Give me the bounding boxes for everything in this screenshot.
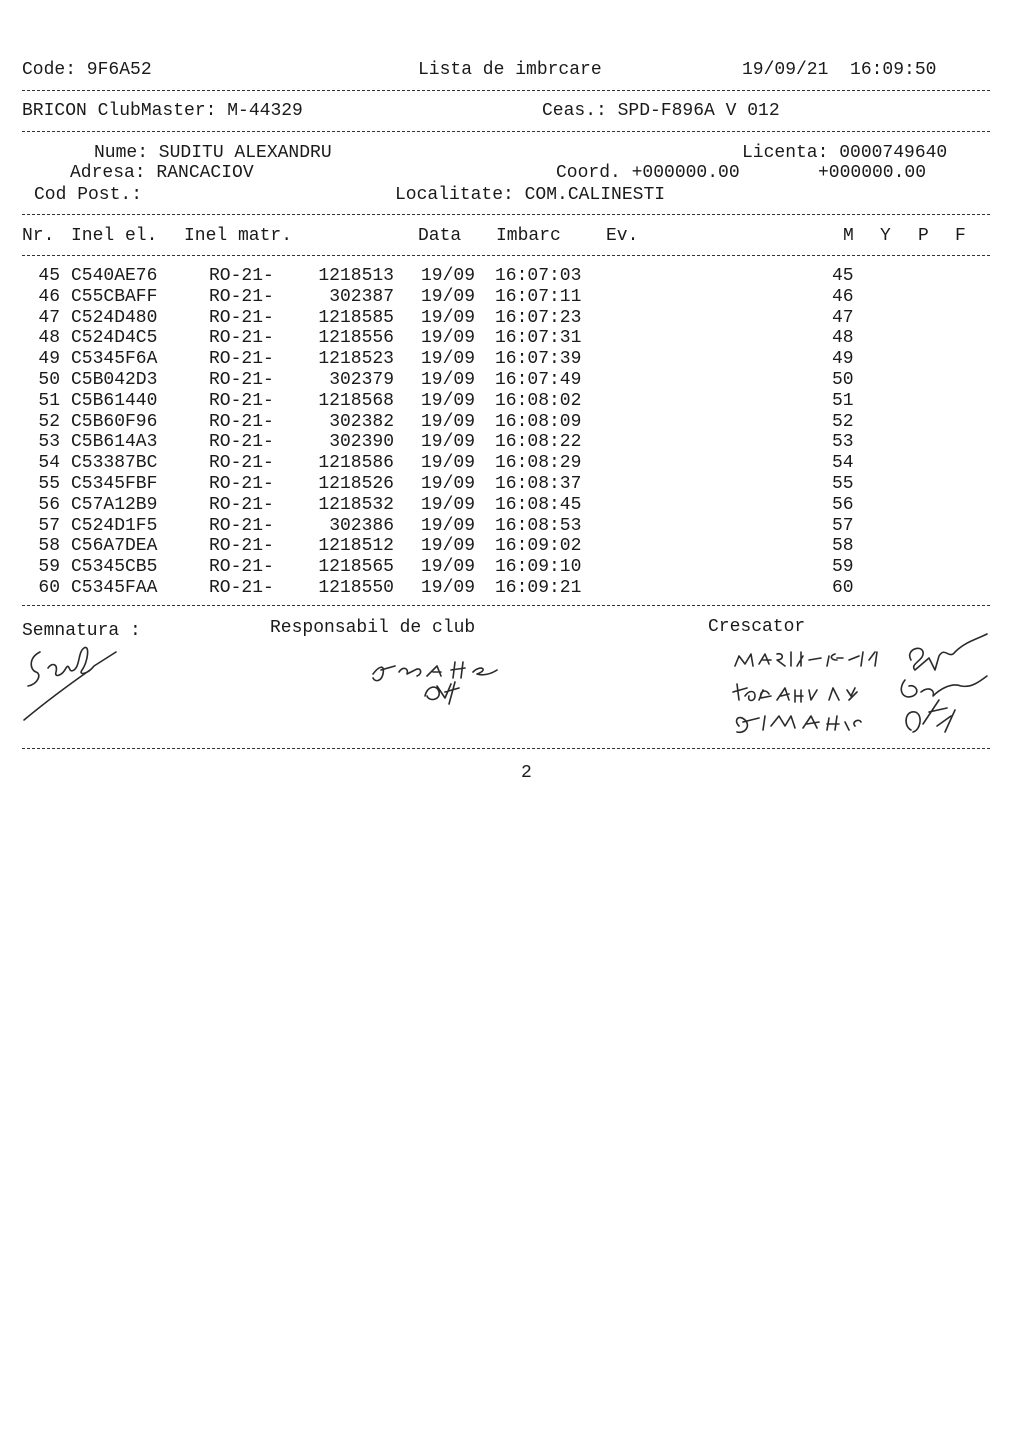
ceas-label: Ceas.: SPD-F896A V 012 <box>542 101 780 121</box>
col-header-inel-el: Inel el. <box>71 226 158 246</box>
row-nr: 60 <box>38 578 60 598</box>
col-header-m: M <box>843 226 854 246</box>
row-date: 19/09 <box>421 370 476 390</box>
row-nr: 57 <box>38 515 60 536</box>
row-date: 19/09 <box>421 390 476 411</box>
row-ring-number: 302382 <box>329 411 394 432</box>
row-date: 19/09 <box>421 557 476 578</box>
col-header-ev: Ev. <box>606 226 639 246</box>
breeder-signatures-icon <box>725 630 995 745</box>
row-time: 16:07:03 <box>495 266 582 286</box>
owner-address: Adresa: RANCACIOV <box>70 163 254 183</box>
row-nr: 58 <box>38 536 60 557</box>
row-time: 16:08:37 <box>495 474 582 494</box>
col-header-data: Data <box>418 226 462 246</box>
row-ring-number: 1218585 <box>318 307 394 328</box>
row-date: 19/09 <box>421 266 476 286</box>
row-ring-prefix: RO-21- <box>209 390 274 411</box>
row-electronic-ring: C56A7DEA <box>71 536 158 557</box>
row-ring-number: 302387 <box>329 286 394 307</box>
col-header-nr: Nr. <box>22 226 55 246</box>
header-datetime: 19/09/21 16:09:50 <box>742 60 937 80</box>
row-electronic-ring: C5B60F96 <box>71 411 158 432</box>
row-ring-prefix: RO-21- <box>209 307 274 328</box>
divider <box>22 214 990 215</box>
row-ring-prefix: RO-21- <box>209 494 274 515</box>
row-date: 19/09 <box>421 432 476 453</box>
row-electronic-ring: C5345FBF <box>71 474 158 494</box>
row-ring-prefix: RO-21- <box>209 266 274 286</box>
row-ring-number: 302386 <box>329 515 394 536</box>
row-nr: 48 <box>38 328 60 349</box>
row-ring-number: 302379 <box>329 370 394 390</box>
row-nr: 45 <box>38 266 60 286</box>
document-title: Lista de imbrcare <box>418 60 602 80</box>
row-nr: 46 <box>38 286 60 307</box>
row-electronic-ring: C53387BC <box>71 453 158 474</box>
row-date: 19/09 <box>421 411 476 432</box>
row-position: 46 <box>832 286 854 307</box>
row-ring-number: 302390 <box>329 432 394 453</box>
row-ring-number: 1218523 <box>318 349 394 370</box>
divider <box>22 605 990 606</box>
row-position: 45 <box>832 266 854 286</box>
row-nr: 59 <box>38 557 60 578</box>
coordinates-lon: +000000.00 <box>818 163 927 183</box>
row-time: 16:09:10 <box>495 557 582 578</box>
row-electronic-ring: C524D480 <box>71 307 158 328</box>
row-position: 54 <box>832 453 854 474</box>
row-electronic-ring: C5345FAA <box>71 578 158 598</box>
row-date: 19/09 <box>421 349 476 370</box>
col-header-inel-matr: Inel matr. <box>184 226 293 246</box>
signature-label: Semnatura : <box>22 621 141 641</box>
row-time: 16:09:21 <box>495 578 582 598</box>
club-responsible-signature-icon <box>365 652 505 712</box>
locality: Localitate: COM.CALINESTI <box>395 185 666 205</box>
row-nr: 55 <box>38 474 60 494</box>
row-nr: 50 <box>38 370 60 390</box>
row-electronic-ring: C5B61440 <box>71 390 158 411</box>
row-ring-number: 1218556 <box>318 328 394 349</box>
row-electronic-ring: C5345F6A <box>71 349 158 370</box>
row-nr: 51 <box>38 390 60 411</box>
row-nr: 49 <box>38 349 60 370</box>
row-position: 60 <box>832 578 854 598</box>
col-header-imbarc: Imbarc <box>496 226 561 246</box>
row-electronic-ring: C5345CB5 <box>71 557 158 578</box>
row-date: 19/09 <box>421 578 476 598</box>
code-label: Code: 9F6A52 <box>22 60 152 80</box>
row-time: 16:08:09 <box>495 411 582 432</box>
row-electronic-ring: C5B614A3 <box>71 432 158 453</box>
row-date: 19/09 <box>421 328 476 349</box>
row-ring-number: 1218550 <box>318 578 394 598</box>
row-position: 53 <box>832 432 854 453</box>
row-ring-number: 1218586 <box>318 453 394 474</box>
row-time: 16:08:53 <box>495 515 582 536</box>
page-number: 2 <box>521 763 532 783</box>
row-ring-prefix: RO-21- <box>209 411 274 432</box>
row-ring-number: 1218565 <box>318 557 394 578</box>
row-time: 16:08:29 <box>495 453 582 474</box>
row-ring-prefix: RO-21- <box>209 453 274 474</box>
row-time: 16:07:49 <box>495 370 582 390</box>
row-time: 16:08:45 <box>495 494 582 515</box>
row-date: 19/09 <box>421 474 476 494</box>
divider <box>22 131 990 132</box>
row-ring-number: 1218526 <box>318 474 394 494</box>
row-nr: 54 <box>38 453 60 474</box>
row-position: 57 <box>832 515 854 536</box>
row-ring-number: 1218512 <box>318 536 394 557</box>
row-date: 19/09 <box>421 536 476 557</box>
club-responsible-label: Responsabil de club <box>270 618 476 638</box>
divider <box>22 255 990 256</box>
row-date: 19/09 <box>421 494 476 515</box>
row-position: 58 <box>832 536 854 557</box>
row-position: 59 <box>832 557 854 578</box>
divider <box>22 748 990 749</box>
row-ring-prefix: RO-21- <box>209 432 274 453</box>
row-electronic-ring: C540AE76 <box>71 266 158 286</box>
row-ring-number: 1218568 <box>318 390 394 411</box>
row-electronic-ring: C55CBAFF <box>71 286 158 307</box>
row-position: 52 <box>832 411 854 432</box>
row-ring-prefix: RO-21- <box>209 557 274 578</box>
row-ring-number: 1218513 <box>318 266 394 286</box>
row-position: 56 <box>832 494 854 515</box>
clubmaster-label: BRICON ClubMaster: M-44329 <box>22 101 303 121</box>
row-ring-prefix: RO-21- <box>209 578 274 598</box>
row-ring-prefix: RO-21- <box>209 328 274 349</box>
row-date: 19/09 <box>421 453 476 474</box>
row-ring-prefix: RO-21- <box>209 370 274 390</box>
row-time: 16:08:22 <box>495 432 582 453</box>
row-electronic-ring: C524D4C5 <box>71 328 158 349</box>
row-time: 16:07:11 <box>495 286 582 307</box>
row-date: 19/09 <box>421 286 476 307</box>
row-date: 19/09 <box>421 515 476 536</box>
row-nr: 52 <box>38 411 60 432</box>
row-ring-prefix: RO-21- <box>209 515 274 536</box>
row-nr: 53 <box>38 432 60 453</box>
row-electronic-ring: C524D1F5 <box>71 515 158 536</box>
breeder-label: Crescator <box>708 617 806 637</box>
row-position: 49 <box>832 349 854 370</box>
row-time: 16:09:02 <box>495 536 582 557</box>
row-date: 19/09 <box>421 307 476 328</box>
row-position: 48 <box>832 328 854 349</box>
row-ring-prefix: RO-21- <box>209 474 274 494</box>
row-position: 47 <box>832 307 854 328</box>
postal-code-label: Cod Post.: <box>34 185 143 205</box>
coordinates-lat: Coord. +000000.00 <box>556 163 740 183</box>
row-ring-prefix: RO-21- <box>209 349 274 370</box>
owner-signature-icon <box>18 640 128 725</box>
col-header-p: P <box>918 226 929 246</box>
col-header-f: F <box>955 226 966 246</box>
row-nr: 56 <box>38 494 60 515</box>
row-electronic-ring: C5B042D3 <box>71 370 158 390</box>
row-ring-prefix: RO-21- <box>209 286 274 307</box>
row-nr: 47 <box>38 307 60 328</box>
row-position: 55 <box>832 474 854 494</box>
row-ring-number: 1218532 <box>318 494 394 515</box>
license-number: Licenta: 0000749640 <box>742 143 948 163</box>
row-position: 50 <box>832 370 854 390</box>
col-header-y: Y <box>880 226 891 246</box>
divider <box>22 90 990 91</box>
row-position: 51 <box>832 390 854 411</box>
row-ring-prefix: RO-21- <box>209 536 274 557</box>
row-time: 16:07:23 <box>495 307 582 328</box>
row-time: 16:07:39 <box>495 349 582 370</box>
owner-name: Nume: SUDITU ALEXANDRU <box>94 143 332 163</box>
row-time: 16:07:31 <box>495 328 582 349</box>
row-time: 16:08:02 <box>495 390 582 411</box>
row-electronic-ring: C57A12B9 <box>71 494 158 515</box>
